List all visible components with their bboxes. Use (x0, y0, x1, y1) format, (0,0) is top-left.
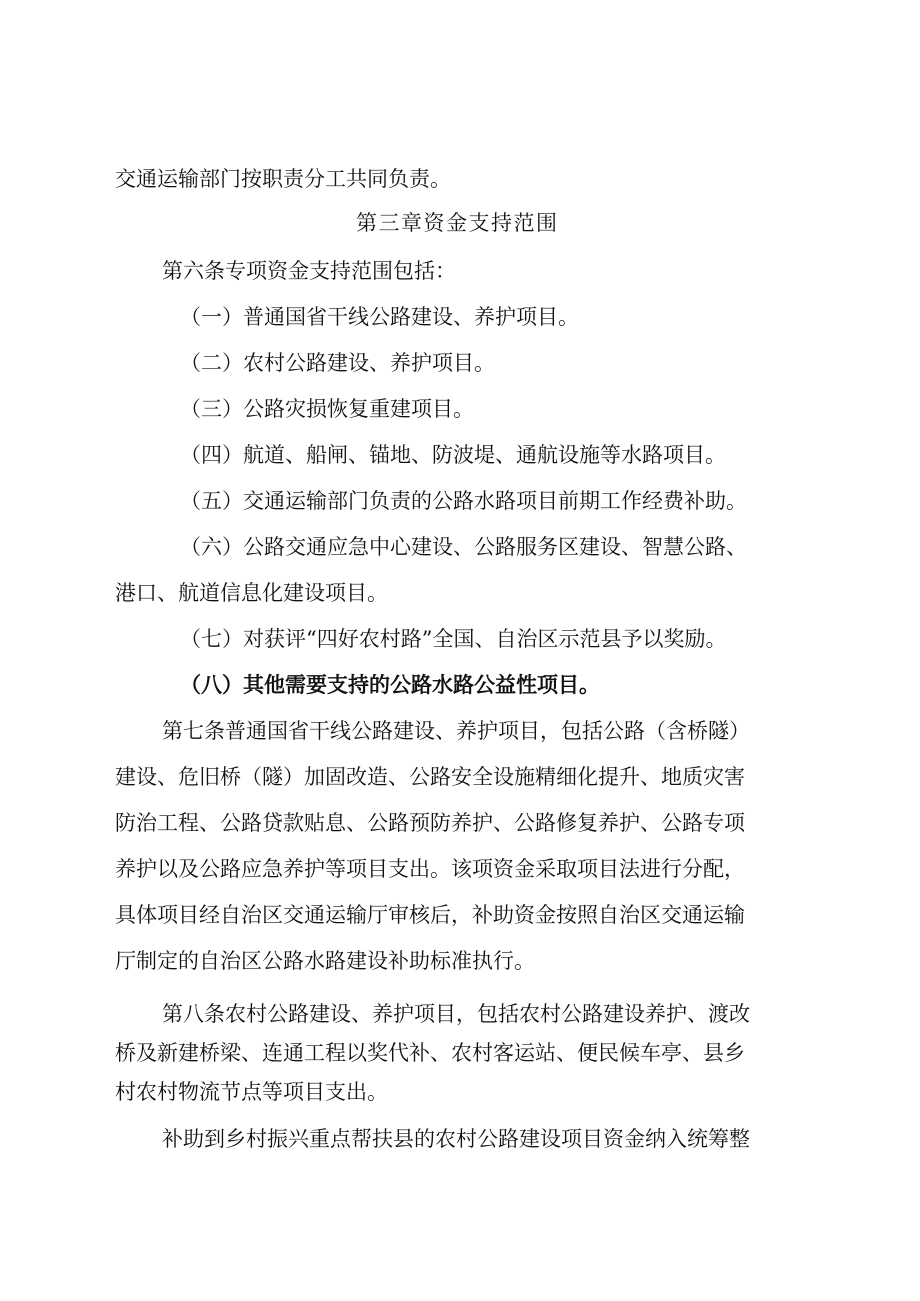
list-item-continuation: 港口、航道信息化建设项目。 (115, 581, 388, 605)
paragraph-line: 交通运输部门按职责分工共同负责。 (115, 167, 451, 191)
article-8-line: 第八条农村公路建设、养护项目，包括农村公路建设养护、渡改 (162, 1002, 750, 1026)
article-8-line: 桥及新建桥梁、连通工程以奖代补、农村客运站、便民候车亭、县乡 (115, 1041, 745, 1065)
article-7-line: 第七条普通国省干线公路建设、养护项目，包括公路（含桥隧） (162, 719, 750, 743)
list-item: （八）其他需要支持的公路水路公益性项目。 (180, 672, 600, 697)
list-item: （六）公路交通应急中心建设、公路服务区建设、智慧公路、 (180, 535, 747, 559)
list-item: （四）航道、船闸、锚地、防波堤、通航设施等水路项目。 (180, 443, 726, 467)
paragraph-line: 补助到乡村振兴重点帮扶县的农村公路建设项目资金纳入统筹整 (162, 1127, 750, 1151)
article-7-line: 厅制定的自治区公路水路建设补助标准执行。 (115, 949, 535, 973)
article-7-line: 防治工程、公路贷款贴息、公路预防养护、公路修复养护、公路专项 (115, 811, 745, 835)
article-7-line: 具体项目经自治区交通运输厅审核后，补助资金按照自治区交通运输 (115, 903, 745, 927)
article-7-line: 建设、危旧桥（隧）加固改造、公路安全设施精细化提升、地质灾害 (115, 765, 745, 789)
list-item: （五）交通运输部门负责的公路水路项目前期工作经费补助。 (180, 489, 747, 513)
list-item: （二）农村公路建设、养护项目。 (180, 351, 495, 375)
list-item: （三）公路灾损恢复重建项目。 (180, 397, 474, 421)
article-6-intro: 第六条专项资金支持范围包括： (162, 259, 456, 283)
article-7-line: 养护以及公路应急养护等项目支出。该项资金采取项目法进行分配， (115, 857, 745, 881)
list-item: （一）普通国省干线公路建设、养护项目。 (180, 305, 579, 329)
list-item: （七）对获评“四好农村路”全国、自治区示范县予以奖励。 (180, 627, 727, 651)
article-8-line: 村农村物流节点等项目支出。 (115, 1080, 388, 1104)
chapter-title: 第三章资金支持范围 (356, 211, 559, 235)
